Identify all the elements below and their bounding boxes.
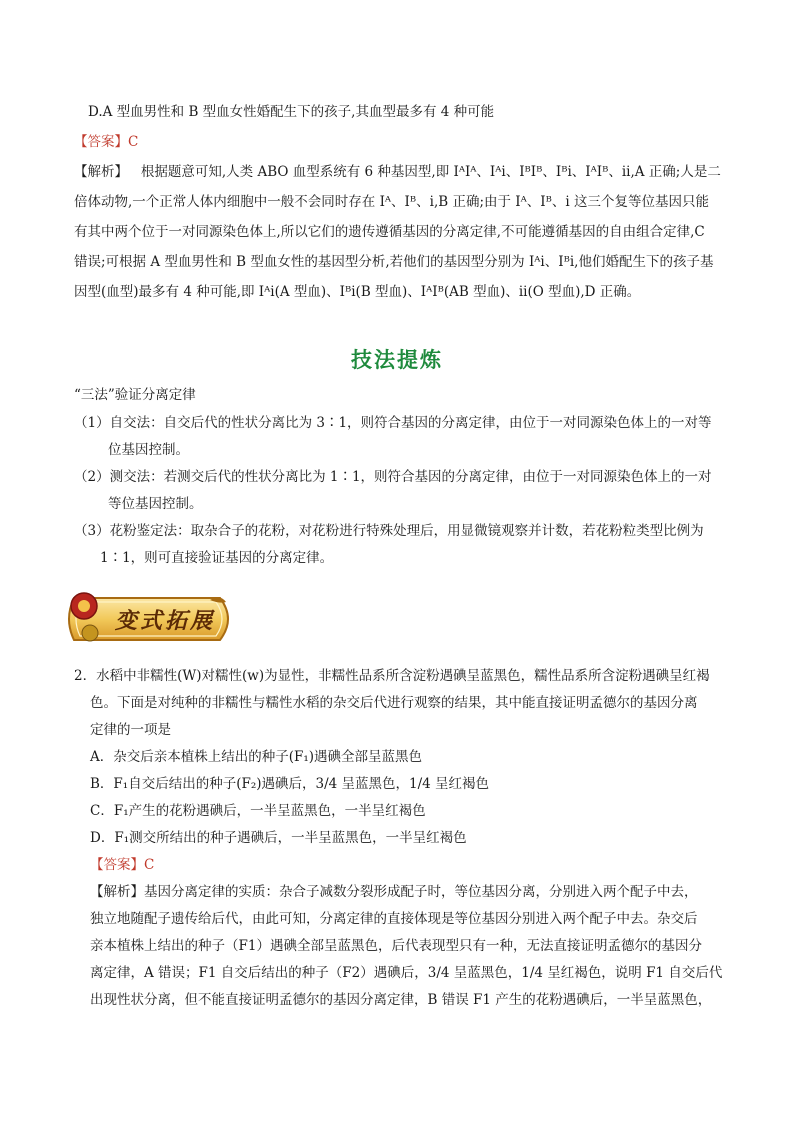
banner-text: 变式拓展 — [114, 608, 215, 634]
q2-analysis-line-2: 独立地随配子遗传给后代，由此可知，分离定律的直接体现是等位基因分别进入两个配子中去。杂交后 — [90, 911, 698, 927]
method-3-line-2: 1∶1，则可直接验证基因的分离定律。 — [100, 550, 334, 566]
answer-line — [74, 133, 138, 151]
method-2-line-2: 等位基因控制。 — [108, 496, 203, 512]
q2-answer-tag: 【答案】 — [90, 857, 144, 873]
q2-analysis-line-4: 离定律，A 错误；F1 自交后结出的种子（F2）遇碘后，3/4 呈蓝黑色，1/4 呈红褐色，说明 F1 自交后代 — [90, 965, 723, 981]
variant-banner — [60, 586, 238, 652]
answer-tag: 【答案】 — [74, 134, 128, 150]
option-d: D.A 型血男性和 B 型血女性婚配生下的孩子,其血型最多有 4 种可能 — [88, 104, 495, 120]
q2-analysis-tag: 【解析】 — [90, 884, 144, 900]
analysis-tag: 【解析】 — [74, 164, 128, 180]
q2-stem-line-3: 定律的一项是 — [90, 722, 171, 738]
answer-value: C — [128, 134, 139, 150]
q2-option-b: B．F₁自交后结出的种子(F₂)遇碘后，3/4 呈蓝黑色，1/4 呈红褐色 — [90, 776, 490, 792]
q2-option-a: A．杂交后亲本植株上结出的种子(F₁)遇碘全部呈蓝黑色 — [90, 749, 423, 765]
q2-analysis-line-5: 出现性状分离，但不能直接证明孟德尔的基因分离定律，B 错误 F1 产生的花粉遇碘后，一半呈蓝黑色， — [90, 992, 712, 1008]
analysis-line-4: 错误;可根据 A 型血男性和 B 型血女性的基因型分析,若他们的基因型分别为 Iᴬi、Iᴮi,他们婚配生下的孩子基 — [74, 254, 714, 270]
q2-stem-line-2: 色。下面是对纯种的非糯性与糯性水稻的杂交后代进行观察的结果，其中能直接证明孟德尔的基因分离 — [90, 695, 698, 711]
methods-intro: “三法”验证分离定律 — [74, 387, 196, 403]
analysis-line-1 — [74, 163, 721, 181]
q2-analysis-line-1 — [90, 883, 698, 901]
q2-option-c: C．F₁产生的花粉遇碘后，一半呈蓝黑色，一半呈红褐色 — [90, 803, 426, 819]
method-3-line-1: （3）花粉鉴定法：取杂合子的花粉，对花粉进行特殊处理后，用显微镜观察并计数，若花粉粒类型比例为 — [74, 523, 704, 539]
analysis-line-3: 有其中两个位于一对同源染色体上,所以它们的遗传遵循基因的分离定律,不可能遵循基因的自由组合定律,C — [74, 224, 705, 240]
q2-stem-line-1: 2．水稻中非糯性(W)对糯性(w)为显性，非糯性品系所含淀粉遇碘呈蓝黑色，糯性品系所含淀粉遇碘呈红褐 — [74, 668, 710, 684]
method-1-line-1: （1）自交法：自交后代的性状分离比为 3∶1，则符合基因的分离定律，由位于一对同源染色体上的一对等 — [74, 415, 712, 431]
method-2-line-1: （2）测交法：若测交后代的性状分离比为 1∶1，则符合基因的分离定律，由位于一对同源染色体上的一对 — [74, 469, 712, 485]
q2-answer-value: C — [144, 857, 155, 873]
analysis-text: 根据题意可知,人类 ABO 血型系统有 6 种基因型,即 IᴬIᴬ、Iᴬi、IᴮIᴮ、Iᴮi、IᴬIᴮ、ii,A 正确;人是二 — [140, 164, 721, 180]
q2-analysis-text: 基因分离定律的实质：杂合子减数分裂形成配子时，等位基因分离，分别进入两个配子中去， — [144, 884, 698, 900]
q2-analysis-line-3: 亲本植株上结出的种子（F1）遇碘全部呈蓝黑色，后代表现型只有一种，无法直接证明孟德尔的基因分 — [90, 938, 702, 954]
q2-option-d: D．F₁测交所结出的种子遇碘后，一半呈蓝黑色，一半呈红褐色 — [90, 830, 467, 846]
section-title: 技法提炼 — [351, 348, 443, 372]
analysis-line-2: 倍体动物,一个正常人体内细胞中一般不会同时存在 Iᴬ、Iᴮ、i,B 正确;由于 Iᴬ、Iᴮ、i 这三个复等位基因只能 — [74, 194, 709, 210]
analysis-line-5: 因型(血型)最多有 4 种可能,即 Iᴬi(A 型血)、Iᴮi(B 型血)、IᴬIᴮ(AB 型血)、ii(O 型血),D 正确。 — [74, 284, 641, 300]
method-1-line-2: 位基因控制。 — [108, 442, 189, 458]
q2-answer-line — [90, 856, 154, 874]
